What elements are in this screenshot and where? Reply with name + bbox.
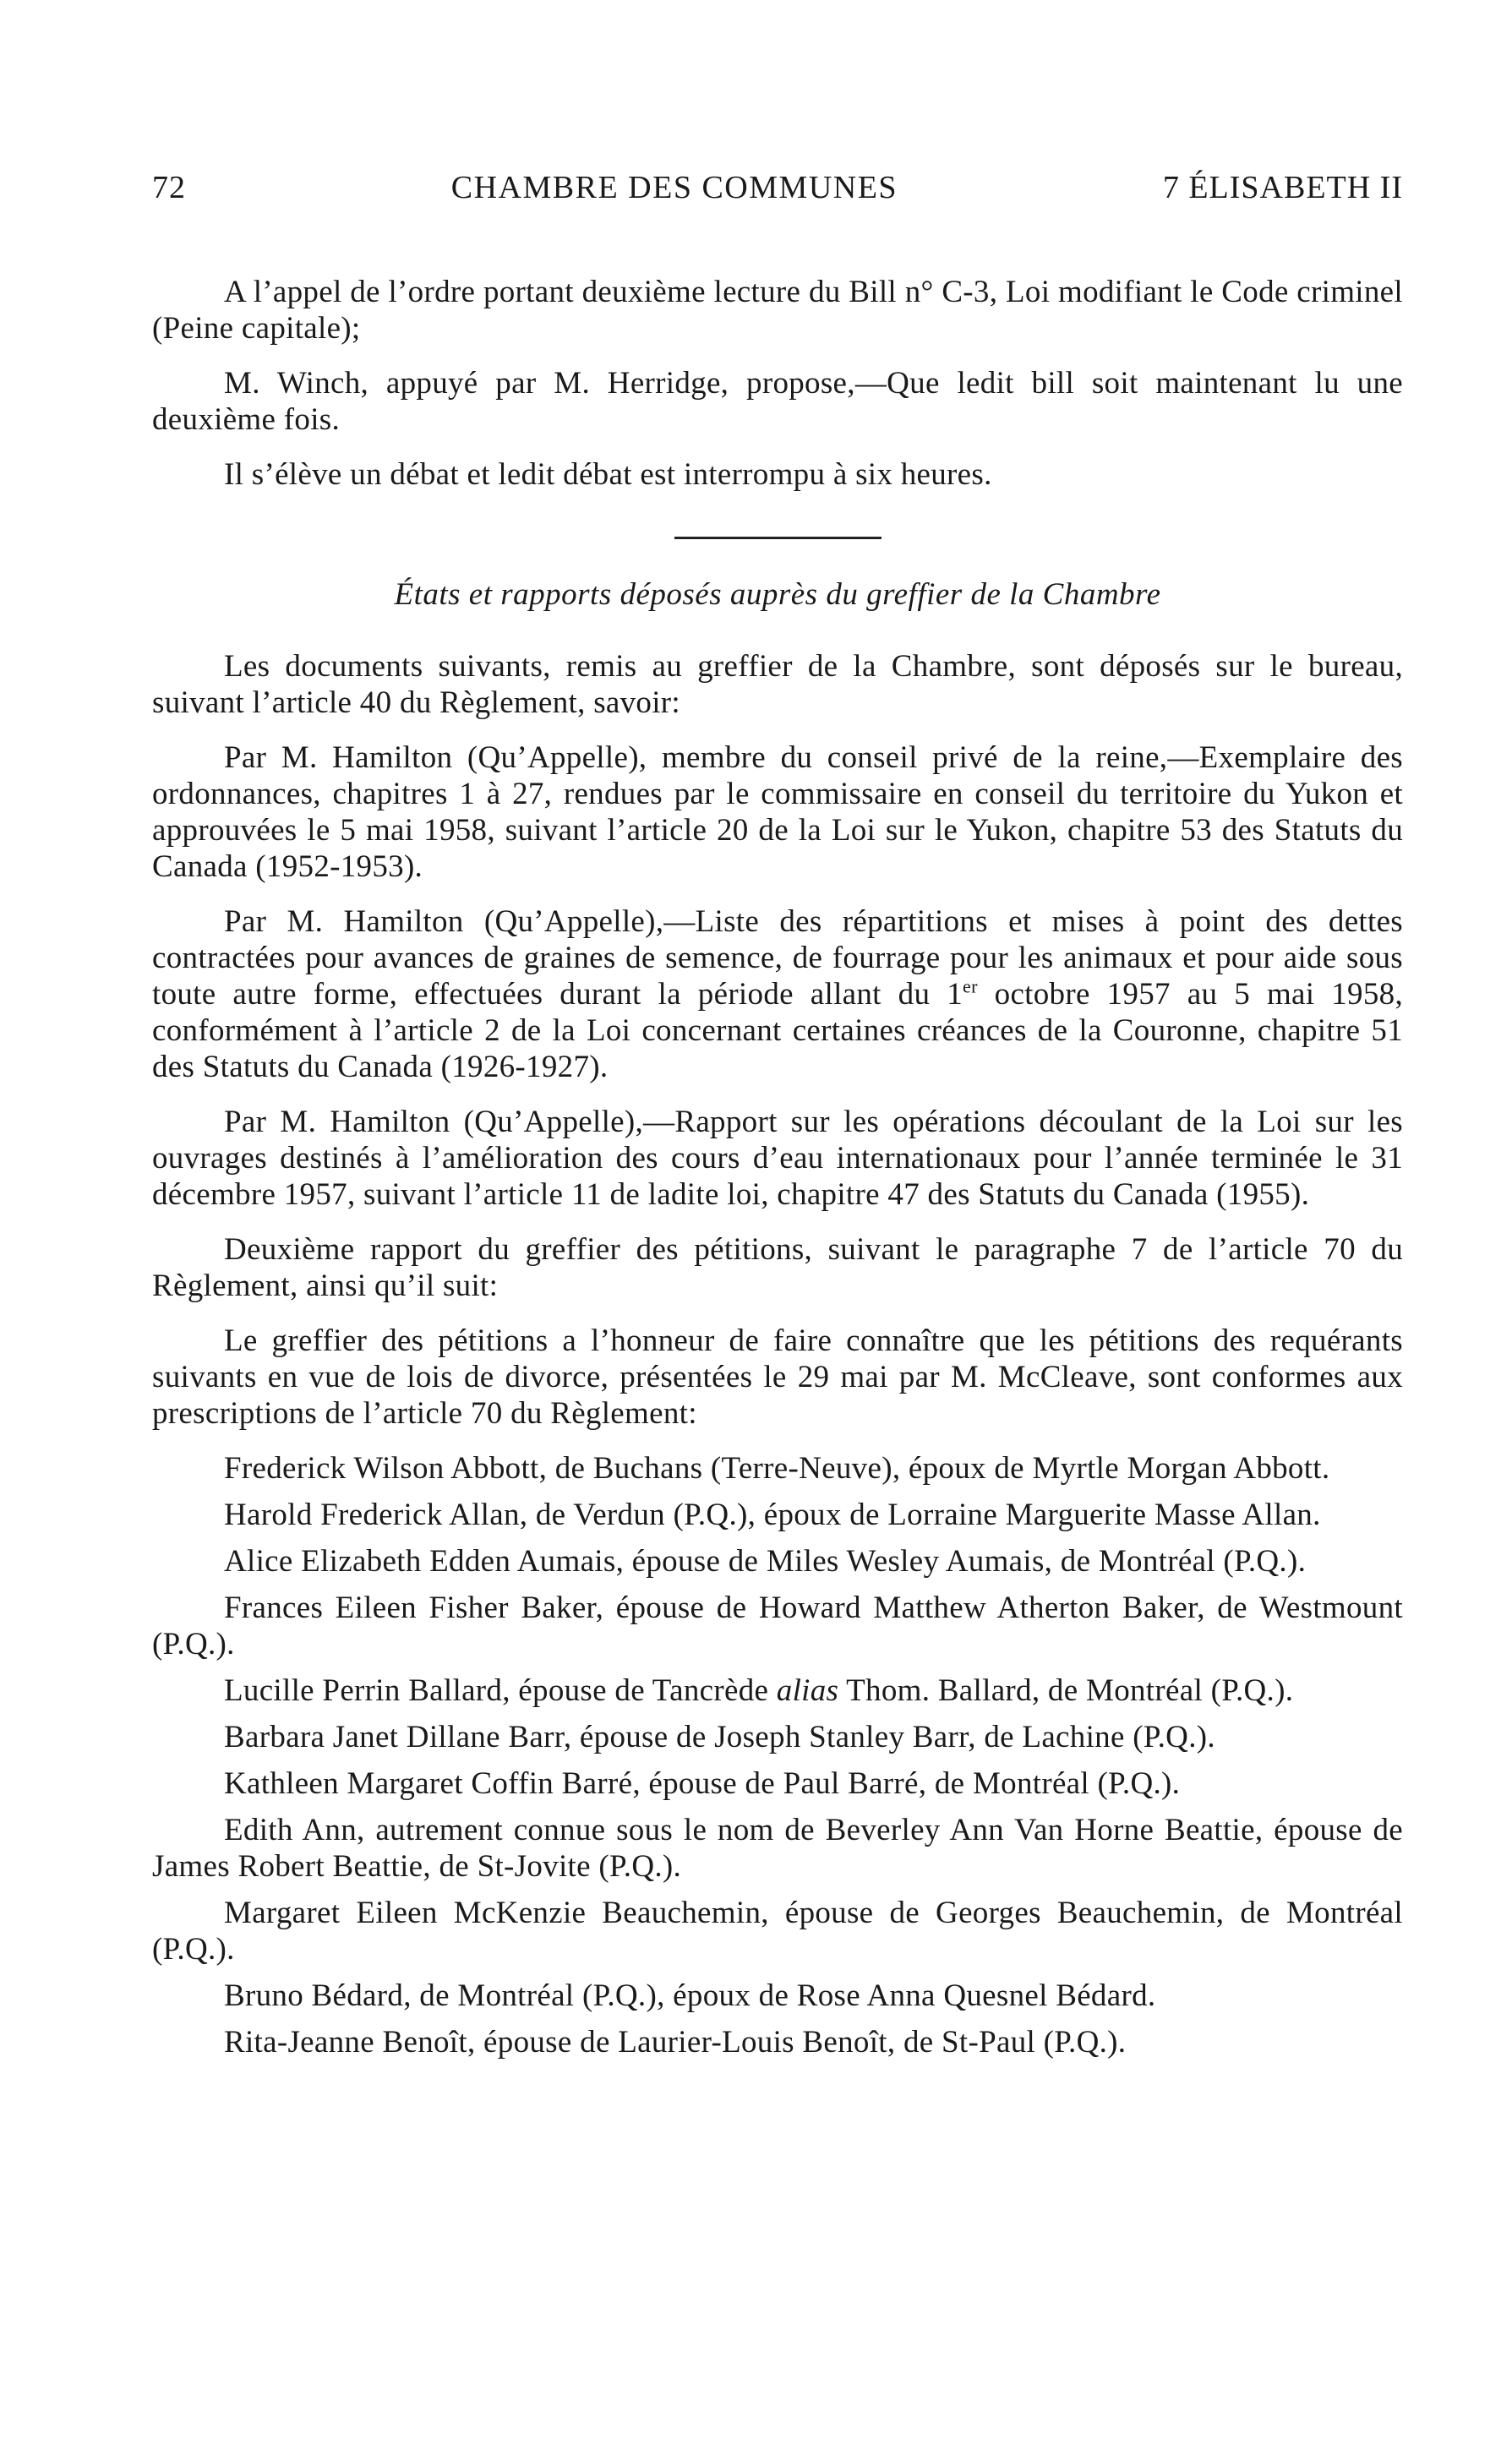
petition-entry: Rita-Jeanne Benoît, épouse de Laurier-Louis Benoît, de St-Paul (P.Q.). <box>224 2025 1127 2060</box>
document-text-part: Par M. Hamilton (Qu’Appelle),—Liste des répartitions et mises à point des dettes contractées pour avances de graines de semence, de fourrage pour les animaux et pour aide sous toute autre forme, effectuées durant la période allant du 1 <box>152 904 1403 1012</box>
petition-entry: Harold Frederick Allan, de Verdun (P.Q.), époux de Lorraine Marguerite Masse Allan. <box>224 1498 1321 1532</box>
session-label: 7 ÉLISABETH II <box>1162 170 1403 205</box>
petition-entry: Margaret Eileen McKenzie Beauchemin, épouse de Georges Beauchemin, de Montréal (P.Q.). <box>152 1896 1403 1967</box>
petitions-intro-paragraph: Le greffier des pétitions a l’honneur de faire connaître que les pétitions des requérants suivants en vue de lois de divorce, présentées le 29 mai par M. McCleave, sont conformes aux prescriptions de l’article 70 du Règlement: <box>152 1323 1403 1431</box>
debate-paragraph: Il s’élève un débat et ledit débat est interrompu à six heures. <box>224 457 992 492</box>
document-text-part: octobre 1957 au 5 mai 1958, conformément à l’article 2 de la Loi concernant certaines créances de la Couronne, chapitre 51 des Statuts du Canada (1926-1927). <box>152 977 1403 1084</box>
petition-text-part: Thom. Ballard, de Montréal (P.Q.). <box>838 1673 1294 1708</box>
petition-entry: Edith Ann, autrement connue sous le nom de Beverley Ann Van Horne Beattie, épouse de James Robert Beattie, de St-Jovite (P.Q.). <box>152 1813 1403 1884</box>
journal-page <box>152 169 1403 2071</box>
petition-list <box>152 1450 1403 2060</box>
petition-entry: Bruno Bédard, de Montréal (P.Q.), époux de Rose Anna Quesnel Bédard. <box>224 1978 1156 2013</box>
document-paragraph-yukon: Par M. Hamilton (Qu’Appelle), membre du conseil privé de la reine,—Exemplaire des ordonnances, chapitres 1 à 27, rendues par le commissaire en conseil du territoire du Yukon et approuvées le 5 mai 1958, suivant l’article 20 de la Loi sur le Yukon, chapitre 53 des Statuts du Canada (1952-1953). <box>152 740 1403 884</box>
documents-intro-paragraph: Les documents suivants, remis au greffier de la Chambre, sont déposés sur le bureau, suivant l’article 40 du Règlement, savoir: <box>152 649 1403 720</box>
document-paragraph-seed-debts <box>152 903 1403 1085</box>
bill-reading-paragraph: A l’appel de l’ordre portant deuxième lecture du Bill n° C-3, Loi modifiant le Code criminel (Peine capitale); <box>152 275 1403 346</box>
petition-entry: Barbara Janet Dillane Barr, épouse de Joseph Stanley Barr, de Lachine (P.Q.). <box>224 1720 1215 1754</box>
page-number: 72 <box>152 170 186 205</box>
running-header <box>152 169 1403 206</box>
motion-paragraph: M. Winch, appuyé par M. Herridge, propose,—Que ledit bill soit maintenant lu une deuxième fois. <box>152 366 1403 437</box>
second-report-paragraph: Deuxième rapport du greffier des pétitions, suivant le paragraphe 7 de l’article 70 du Règlement, ainsi qu’il suit: <box>152 1232 1403 1303</box>
section-heading: États et rapports déposés auprès du greffier de la Chambre <box>394 577 1161 612</box>
petition-entry: Kathleen Margaret Coffin Barré, épouse de Paul Barré, de Montréal (P.Q.). <box>224 1766 1181 1801</box>
document-paragraph-waterways: Par M. Hamilton (Qu’Appelle),—Rapport sur les opérations découlant de la Loi sur les ouvrages destinés à l’amélioration des cours d’eau internationaux pour l’année terminée le 31 décembre 1957, suivant l’article 11 de ladite loi, chapitre 47 des Statuts du Canada (1955). <box>152 1105 1403 1212</box>
journal-title: CHAMBRE DES COMMUNES <box>450 170 898 205</box>
petition-entry: Alice Elizabeth Edden Aumais, épouse de Miles Wesley Aumais, de Montréal (P.Q.). <box>224 1544 1307 1579</box>
petition-entry: Frances Eileen Fisher Baker, épouse de Howard Matthew Atherton Baker, de Westmount (P.Q.). <box>152 1591 1403 1662</box>
petition-text-part: Lucille Perrin Ballard, épouse de Tancrède <box>224 1673 777 1708</box>
petition-entry: Frederick Wilson Abbott, de Buchans (Terre-Neuve), époux de Myrtle Morgan Abbott. <box>224 1451 1330 1486</box>
section-divider <box>674 537 882 539</box>
alias-italic: alias <box>776 1673 839 1708</box>
petition-entry <box>152 1672 1403 1709</box>
ordinal-superscript: er <box>963 975 978 997</box>
